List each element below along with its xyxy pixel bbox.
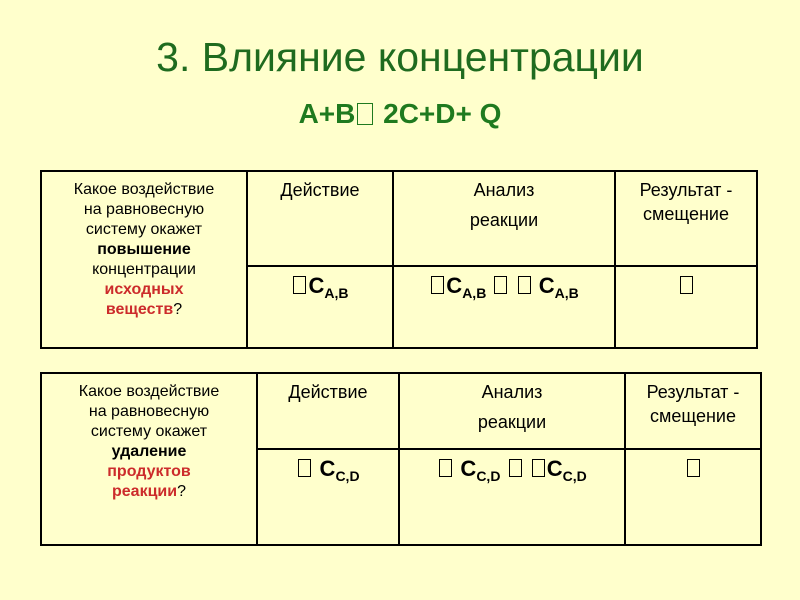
header-result <box>615 171 757 266</box>
question-line: концентрации <box>92 261 196 278</box>
header-result <box>625 373 761 449</box>
question-mark: ? <box>177 483 186 500</box>
question-action-word: удаление <box>111 443 187 460</box>
concentration-subscript: C,D <box>562 468 587 484</box>
concentration-symbol: C <box>319 456 336 481</box>
arrow-glyph-icon <box>357 103 373 125</box>
question-line: на равновесную <box>88 403 210 420</box>
concentration-subscript: C,D <box>476 468 501 484</box>
question-highlight: исходных <box>104 281 184 298</box>
down-arrow-glyph-icon <box>518 276 531 294</box>
concentration-subscript: A,B <box>324 285 349 301</box>
question-highlight: реакции <box>112 483 178 500</box>
shift-arrow-glyph-icon <box>687 459 700 477</box>
action-cell <box>247 266 393 348</box>
question-line: систему окажет <box>90 423 208 440</box>
concentration-subscript: A,B <box>554 285 579 301</box>
concentration-symbol: C <box>308 273 325 298</box>
question-mark: ? <box>173 301 183 318</box>
concentration-symbol: C <box>546 456 563 481</box>
slide-title: 3. Влияние концентрации <box>156 34 644 80</box>
header-analysis <box>399 373 625 449</box>
question-cell <box>41 373 257 545</box>
analysis-cell <box>393 266 615 348</box>
result-cell <box>625 449 761 545</box>
analysis-cell <box>399 449 625 545</box>
reaction-left: A+B <box>298 98 356 129</box>
concentration-symbol: C <box>538 273 555 298</box>
question-line: систему окажет <box>85 221 203 238</box>
question-highlight: продуктов <box>107 463 191 480</box>
header-action: Действие <box>247 171 393 266</box>
header-result-line2: смещение <box>649 406 736 426</box>
header-analysis-line1: Анализ <box>481 382 543 402</box>
header-analysis-line2: реакции <box>477 412 547 432</box>
down-arrow-glyph-icon <box>298 459 311 477</box>
arrow-glyph-icon <box>509 459 522 477</box>
reaction-equation <box>0 96 800 132</box>
question-action-word: повышение <box>97 241 191 258</box>
table-remove-products <box>40 372 762 546</box>
up-arrow-glyph-icon <box>431 276 444 294</box>
question-line: Какое воздействие <box>78 383 220 400</box>
question-highlight: веществ <box>105 301 174 318</box>
concentration-subscript: A,B <box>462 285 487 301</box>
concentration-symbol: C <box>460 456 477 481</box>
question-line: на равновесную <box>83 201 205 218</box>
concentration-symbol: C <box>446 273 463 298</box>
action-cell <box>257 449 399 545</box>
header-analysis <box>393 171 615 266</box>
reaction-right: 2C+D+ Q <box>375 98 502 129</box>
concentration-subscript: C,D <box>335 468 360 484</box>
header-result-line2: смещение <box>642 204 729 224</box>
arrow-glyph-icon <box>494 276 507 294</box>
question-cell <box>41 171 247 348</box>
header-result-line1: Результат - <box>646 382 740 402</box>
up-arrow-glyph-icon <box>532 459 545 477</box>
question-line: Какое воздействие <box>73 181 215 198</box>
header-analysis-line2: реакции <box>469 210 539 230</box>
header-result-line1: Результат - <box>639 180 733 200</box>
up-arrow-glyph-icon <box>293 276 306 294</box>
shift-arrow-glyph-icon <box>680 276 693 294</box>
header-analysis-line1: Анализ <box>473 180 535 200</box>
result-cell <box>615 266 757 348</box>
header-action: Действие <box>257 373 399 449</box>
down-arrow-glyph-icon <box>439 459 452 477</box>
table-increase-reactants <box>40 170 758 349</box>
